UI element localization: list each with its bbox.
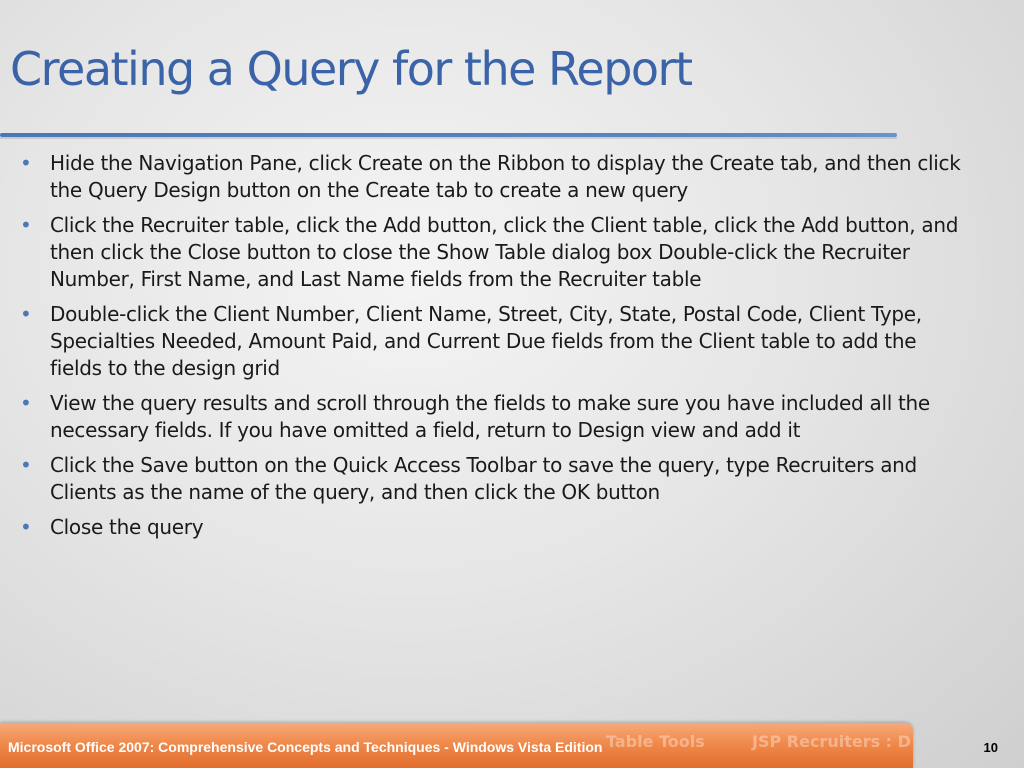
bullet-text: Click the Recruiter table, click the Add button, click the Client table, click the Add button, and then click the Close button to close the Show Table dialog box Double-click the Recruiter Number, First Name, and Last Name fields from the Recruiter table (50, 213, 959, 291)
bullet-list (20, 150, 970, 549)
bullet-text: Double-click the Client Number, Client Name, Street, City, State, Postal Code, Client Type, Specialties Needed, Amount Paid, and Current Due fields from the Client table to add the fields to the design grid (50, 302, 922, 380)
footer-text: Microsoft Office 2007: Comprehensive Concepts and Techniques - Windows Vista Edition (8, 739, 603, 755)
title-divider-shadow (0, 137, 897, 139)
bullet-dot-icon: • (20, 151, 32, 175)
bullet-item (20, 212, 970, 293)
bullet-item (20, 150, 970, 204)
bullet-item (20, 452, 970, 506)
bullet-dot-icon: • (20, 515, 32, 539)
bullet-item (20, 390, 970, 444)
footer-bar (0, 723, 913, 768)
bullet-text: Hide the Navigation Pane, click Create on the Ribbon to display the Create tab, and then click the Query Design button on the Create tab to create a new query (50, 151, 961, 202)
bullet-dot-icon: • (20, 453, 32, 477)
bullet-dot-icon: • (20, 302, 32, 326)
footer-ghost-table-tools: Table Tools (606, 732, 705, 751)
bullet-text: Close the query (50, 515, 204, 539)
bullet-text: Click the Save button on the Quick Access Toolbar to save the query, type Recruiters and Clients as the name of the query, and then click the OK button (50, 453, 917, 504)
bullet-item (20, 301, 970, 382)
bullet-text: View the query results and scroll through the fields to make sure you have included all the necessary fields. If you have omitted a field, return to Design view and add it (50, 391, 930, 442)
bullet-item (20, 514, 970, 541)
bullet-dot-icon: • (20, 213, 32, 237)
footer-ghost-window-title: JSP Recruiters : D (752, 732, 911, 751)
page-number: 10 (983, 740, 998, 755)
slide-title: Creating a Query for the Report (10, 42, 692, 96)
bullet-dot-icon: • (20, 391, 32, 415)
